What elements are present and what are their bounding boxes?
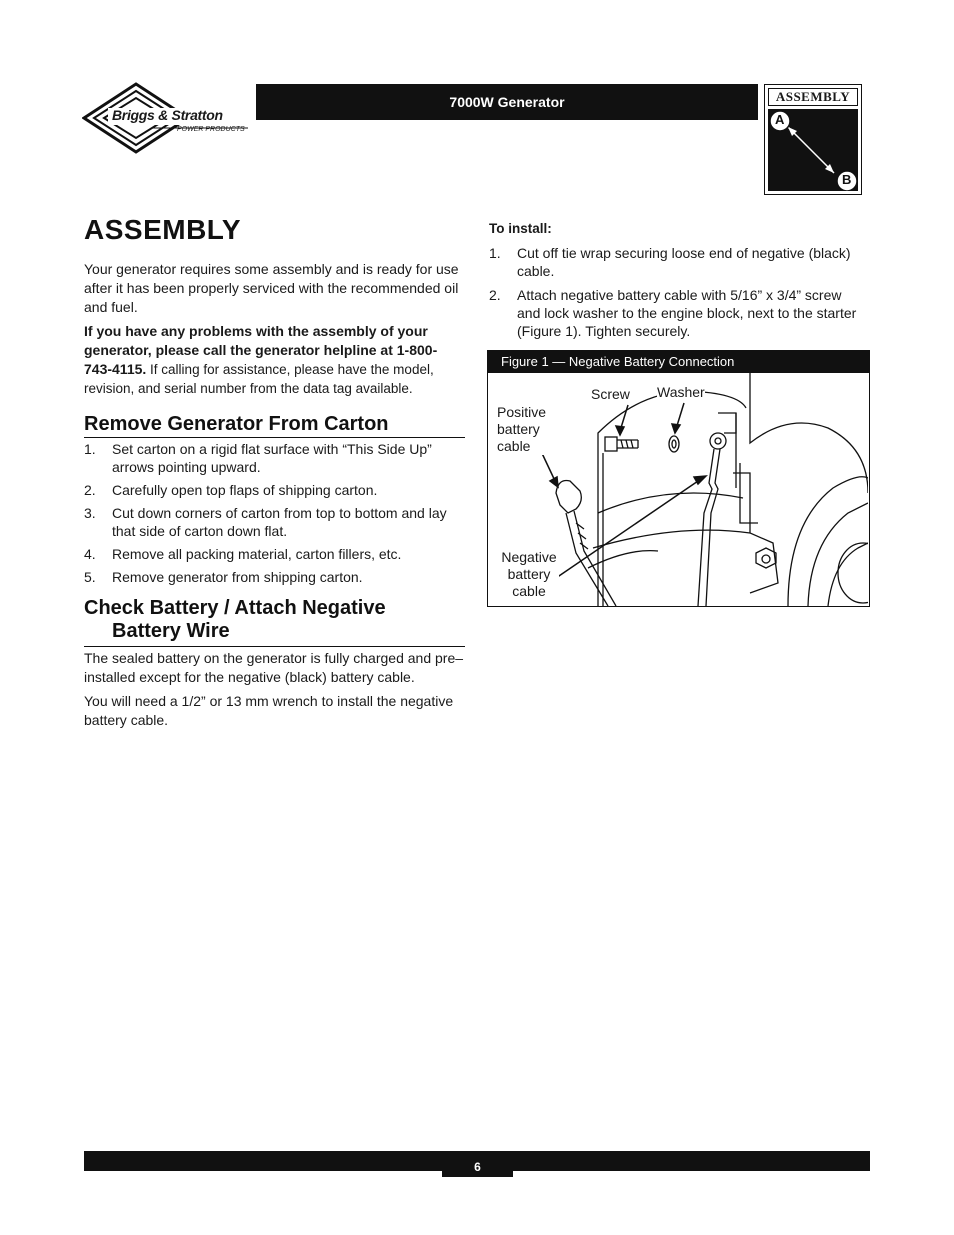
brand-name: Briggs & Stratton [112, 107, 223, 123]
document-title-bar [256, 84, 758, 120]
intro-paragraph: Your generator requires some assembly and is ready for use after it has been properly serviced with the recommended oil and fuel. [84, 261, 459, 315]
figure-label-positive-cable: Positive battery cable [497, 404, 557, 455]
helpline-text: If calling for assistance, please have the model, revision, and serial number from the data tag available. [84, 362, 434, 396]
step-text: Cut off tie wrap securing loose end of negative (black) cable. [517, 245, 851, 279]
figure-label-screw: Screw [591, 386, 630, 402]
section-icon-label: ASSEMBLY [768, 88, 858, 106]
section-icon-point-b: B [842, 172, 852, 187]
helpline-paragraph [84, 322, 464, 398]
document-title: 7000W Generator [449, 94, 565, 110]
list-item [84, 440, 462, 476]
brand-subtitle: POWER PRODUCTS [177, 126, 245, 133]
list-item [84, 504, 462, 540]
step-text: Carefully open top flaps of shipping carton. [112, 482, 378, 498]
section-check-battery-title-line1: Check Battery / Attach Negative [84, 597, 386, 619]
battery-paragraph: The sealed battery on the generator is fully charged and pre–installed except for the negative (black) battery cable. [84, 650, 464, 685]
step-text: Remove generator from shipping carton. [112, 569, 363, 585]
step-text: Remove all packing material, carton fillers, etc. [112, 546, 402, 562]
list-item [84, 481, 462, 499]
list-item [84, 568, 462, 586]
page-title: ASSEMBLY [84, 214, 242, 245]
step-number: 1. [489, 245, 501, 261]
list-item [489, 244, 865, 280]
helpline-bold-text: If you have any problems with the assembly of your generator, please call the generator helpline at 1-800-743-4115. [84, 323, 438, 377]
figure-label-negative-cable: Negative battery cable [499, 549, 559, 600]
section-remove-carton-title: Remove Generator From Carton [84, 413, 389, 435]
install-label: To install: [489, 221, 552, 236]
figure-label-washer: Washer [657, 384, 705, 400]
step-number: 2. [84, 482, 96, 498]
brand-logo [82, 82, 254, 154]
step-text: Cut down corners of carton from top to bottom and lay that side of carton down flat. [112, 505, 447, 539]
section-icon-field [768, 109, 858, 191]
remove-carton-steps [84, 440, 462, 591]
install-steps [489, 244, 865, 345]
section-divider [84, 437, 465, 438]
section-icon-point-a: A [775, 112, 785, 127]
step-text: Set carton on a rigid flat surface with “This Side Up” arrows pointing upward. [112, 441, 432, 475]
section-check-battery-title-line2: Battery Wire [112, 620, 230, 642]
figure-negative-battery [487, 350, 870, 607]
step-number: 1. [84, 441, 96, 457]
step-number: 3. [84, 505, 96, 521]
figure-caption: Figure 1 — Negative Battery Connection [488, 351, 869, 373]
step-number: 2. [489, 287, 501, 303]
page-number: 6 [442, 1151, 513, 1177]
step-number: 5. [84, 569, 96, 585]
list-item [84, 545, 462, 563]
assembly-section-icon [764, 84, 862, 195]
section-check-battery-title [84, 597, 465, 643]
section-divider [84, 646, 465, 647]
step-number: 4. [84, 546, 96, 562]
list-item [489, 286, 865, 340]
step-text: Attach negative battery cable with 5/16” x 3/4” screw and lock washer to the engine block, next to the starter (Figure 1). Tighten securely. [517, 287, 857, 339]
wrench-paragraph: You will need a 1/2” or 13 mm wrench to install the negative battery cable. [84, 693, 454, 728]
